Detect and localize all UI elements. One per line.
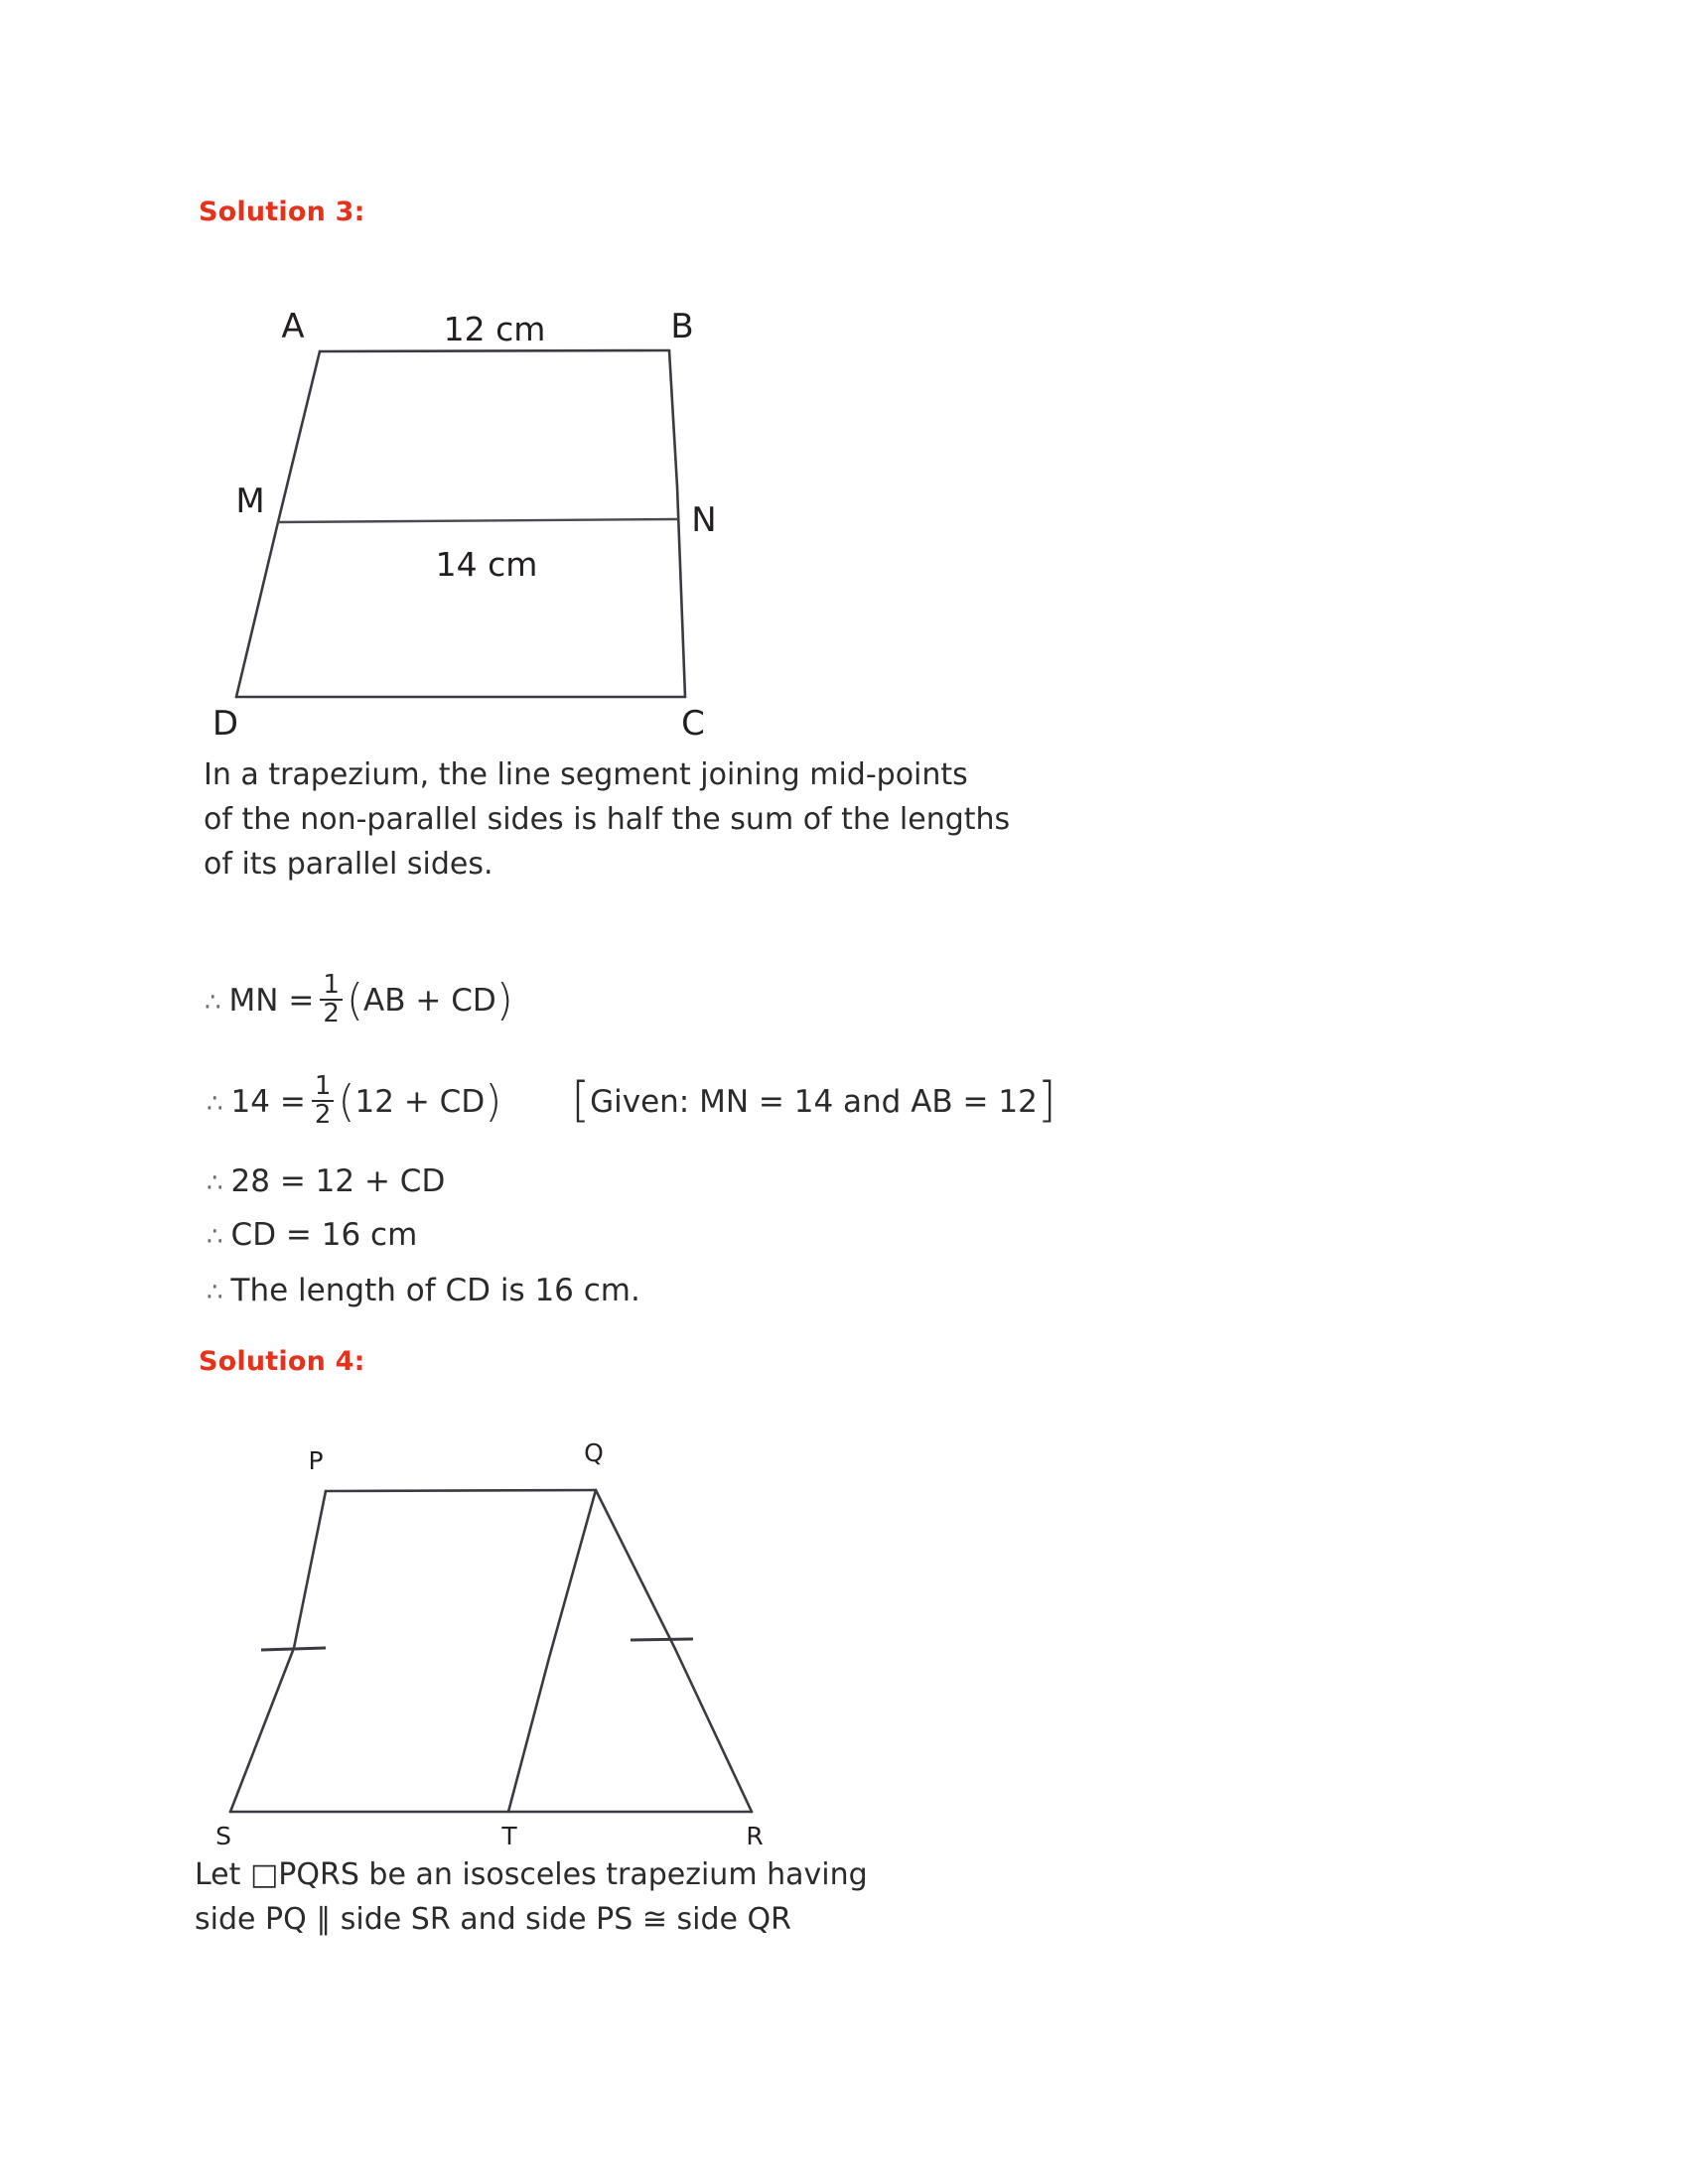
- equation-lhs: 14 =: [230, 1084, 306, 1121]
- vertex-label-d: D: [211, 704, 239, 744]
- equation-text: The length of CD is 16 cm.: [230, 1273, 640, 1308]
- trapezium-pqrs-figure: [179, 1420, 874, 1850]
- open-paren: (: [338, 1075, 355, 1127]
- prose-line: side PQ ∥ side SR and side PS ≅ side QR: [195, 1902, 791, 1937]
- prose-line: In a trapezium, the line segment joining mid-points: [204, 757, 968, 792]
- vertex-label-q: Q: [584, 1438, 604, 1467]
- fraction-one-half: [312, 1073, 335, 1130]
- open-bracket: [: [571, 1071, 591, 1128]
- solution-3-prose: [204, 752, 1010, 887]
- equation-text: CD = 16 cm: [230, 1217, 418, 1253]
- equation-body: AB + CD: [363, 983, 496, 1020]
- segment-ab: [320, 350, 669, 351]
- equation-body: 12 + CD: [354, 1084, 486, 1121]
- vertex-label-s: S: [215, 1822, 231, 1850]
- segment-qr: [596, 1490, 752, 1812]
- congruence-tick-qr: [631, 1639, 693, 1640]
- vertex-label-c: C: [681, 704, 705, 744]
- fraction-one-half: [320, 972, 343, 1028]
- vertex-label-r: R: [746, 1822, 764, 1850]
- therefore-symbol: ∴: [207, 1222, 223, 1252]
- therefore-symbol: ∴: [207, 1278, 223, 1307]
- fraction-numerator: 1: [323, 970, 340, 1000]
- fraction-numerator: 1: [314, 1071, 332, 1101]
- fraction-denominator: 2: [312, 1100, 335, 1129]
- congruence-tick-ps: [261, 1648, 326, 1650]
- equation-mn-formula: [205, 970, 513, 1029]
- given-note: [571, 1071, 1056, 1128]
- close-bracket: ]: [1037, 1071, 1056, 1128]
- therefore-symbol: ∴: [207, 1089, 223, 1120]
- segment-bc: [669, 350, 685, 697]
- vertex-label-t: T: [501, 1822, 517, 1850]
- solution-3-heading: Solution 3:: [199, 197, 365, 227]
- equation-multiply: [207, 1163, 445, 1199]
- trapezium-abcd-figure: [189, 288, 884, 745]
- equation-cd-value: [207, 1217, 417, 1253]
- vertex-label-b: B: [670, 307, 694, 346]
- close-paren: ): [495, 974, 513, 1025]
- segment-mn: [278, 519, 677, 522]
- therefore-symbol: ∴: [207, 1168, 223, 1198]
- equation-lhs: MN =: [228, 983, 315, 1020]
- prose-line: Let □PQRS be an isosceles trapezium having: [195, 1857, 868, 1892]
- prose-line: of the non-parallel sides is half the sum of the lengths: [204, 802, 1011, 837]
- equation-text: 28 = 12 + CD: [230, 1163, 446, 1199]
- fraction-denominator: 2: [320, 999, 343, 1027]
- solution-4-prose: [195, 1852, 868, 1942]
- dimension-label-mn: 14 cm: [435, 545, 538, 584]
- dimension-label-ab: 12 cm: [443, 310, 546, 348]
- vertex-label-n: N: [691, 500, 717, 540]
- open-paren: (: [346, 974, 364, 1025]
- prose-line: of its parallel sides.: [204, 847, 493, 882]
- segment-ad: [236, 351, 320, 697]
- given-note-text: Given: MN = 14 and AB = 12: [590, 1084, 1038, 1121]
- segment-ps: [230, 1491, 326, 1812]
- vertex-label-p: P: [308, 1446, 324, 1475]
- equation-conclusion: [207, 1273, 640, 1308]
- close-paren: ): [485, 1075, 502, 1127]
- equation-substitution: [207, 1071, 1056, 1131]
- segment-qt: [508, 1490, 596, 1812]
- solution-4-heading: Solution 4:: [199, 1346, 365, 1377]
- therefore-symbol: ∴: [205, 988, 221, 1019]
- vertex-label-a: A: [281, 307, 305, 346]
- vertex-label-m: M: [235, 481, 265, 521]
- segment-pq: [326, 1490, 596, 1491]
